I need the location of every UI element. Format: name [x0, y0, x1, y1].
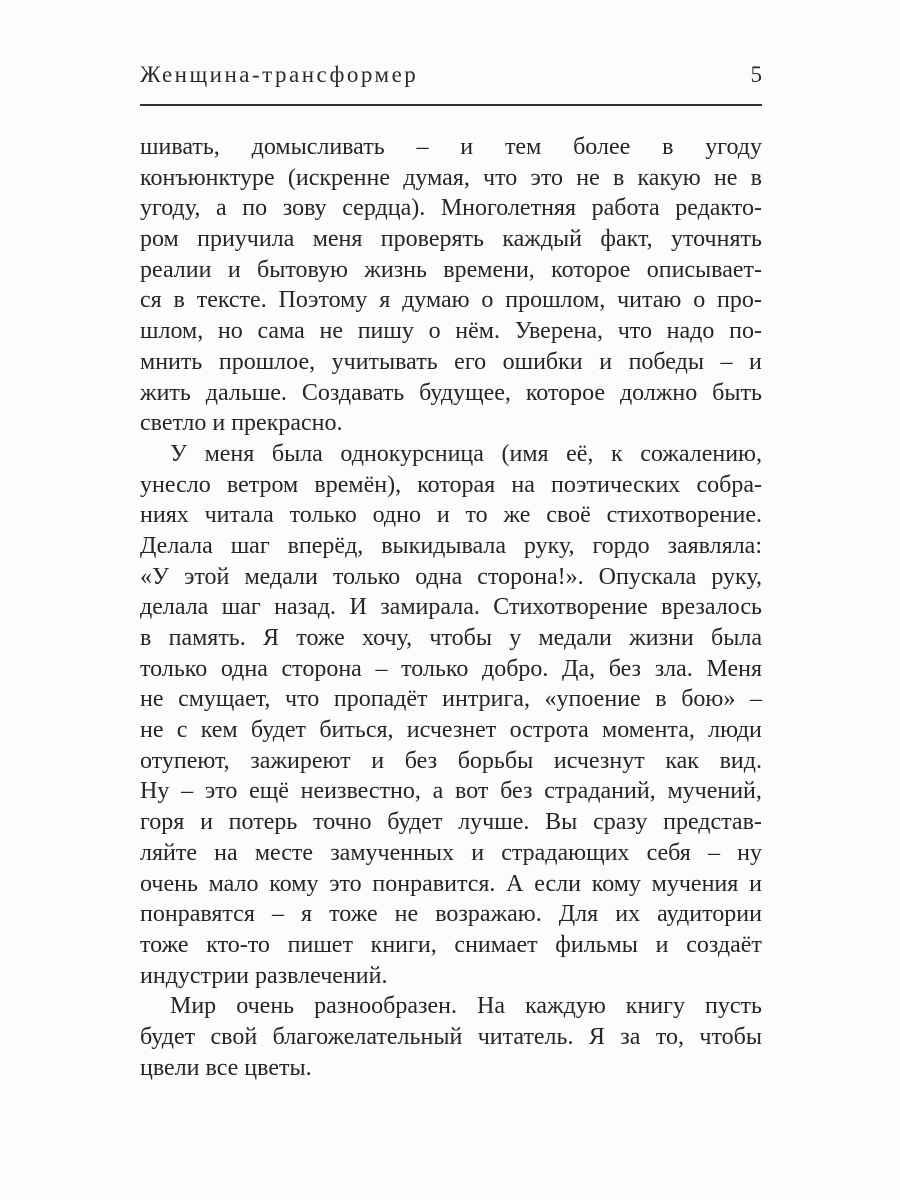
word: делала — [140, 594, 209, 621]
word: гордо — [592, 532, 650, 559]
word: к — [610, 440, 623, 467]
word: я — [379, 287, 391, 314]
word: Уверена, — [514, 318, 603, 345]
word: одна — [220, 655, 268, 682]
text-line — [140, 378, 762, 409]
word: читаю — [617, 287, 682, 314]
word: исчезнет — [406, 717, 497, 744]
word: (искренне — [287, 164, 390, 191]
word: в — [655, 686, 667, 713]
word: горя — [140, 809, 185, 836]
word: конъюнктуре — [140, 164, 275, 191]
text-line — [140, 224, 762, 255]
text-line — [140, 930, 762, 961]
word: по- — [729, 318, 762, 345]
word: биться, — [319, 717, 394, 744]
word: и — [200, 809, 213, 836]
word: неизвестно, — [300, 778, 421, 805]
word: кем — [200, 717, 238, 744]
word: стихотворение. — [606, 502, 762, 529]
word: времён), — [314, 471, 402, 498]
word: тоже — [296, 625, 345, 651]
word: месте — [254, 839, 314, 866]
word: о — [428, 318, 441, 345]
word: ветром — [226, 471, 299, 498]
word: у — [509, 625, 522, 651]
word: пишу — [357, 318, 414, 345]
text-line — [140, 132, 762, 163]
word: без — [500, 778, 533, 805]
text-line — [140, 623, 762, 654]
text-line — [140, 776, 762, 807]
word: врезалось — [661, 594, 762, 621]
word: Для — [558, 901, 599, 928]
word: домысливать — [251, 134, 385, 160]
word: в — [140, 625, 152, 651]
text-line — [140, 163, 762, 194]
book-page — [140, 0, 762, 1200]
word: интрига, — [442, 686, 530, 713]
word: будущее, — [419, 379, 511, 406]
word: а — [432, 778, 444, 805]
word: что — [617, 318, 652, 345]
word: вот — [455, 778, 489, 805]
text-line — [140, 500, 762, 531]
text-line — [140, 316, 762, 347]
word: Создавать — [301, 379, 405, 406]
word: победы — [628, 348, 704, 375]
word: сама — [257, 318, 305, 345]
word: и — [460, 134, 474, 160]
word: сторона — [281, 655, 362, 682]
word: вперёд, — [287, 532, 364, 559]
word: не — [394, 901, 419, 928]
word: чтобы — [699, 1023, 762, 1050]
word: память. — [168, 625, 246, 651]
body-text — [140, 132, 762, 1083]
word: выкидывала — [381, 532, 507, 559]
word: кому — [591, 870, 641, 897]
word: как — [665, 747, 699, 774]
word: пишет — [287, 931, 353, 958]
word: о — [481, 287, 494, 314]
word: с — [176, 717, 188, 744]
word: прошлое, — [218, 348, 316, 375]
word: то — [465, 502, 488, 529]
word: в — [173, 287, 185, 314]
word: читатель. — [477, 1023, 574, 1050]
text-line — [140, 684, 762, 715]
word: Делала — [140, 532, 213, 559]
word: которая — [417, 471, 496, 498]
word: вид. — [719, 747, 762, 774]
word: ещё — [249, 778, 289, 805]
text-line — [140, 807, 762, 838]
text-line — [140, 869, 762, 900]
word: тоже — [329, 901, 378, 928]
text-line — [140, 347, 762, 378]
word: этой — [184, 563, 230, 590]
word: Поэтому — [278, 287, 368, 314]
word: благожелательный — [272, 1023, 463, 1050]
word: сердца). — [342, 195, 426, 222]
word: тем — [504, 134, 542, 160]
text-line — [140, 592, 762, 623]
word: ляйте — [140, 839, 197, 866]
word: страданий, — [544, 778, 656, 805]
word: – — [271, 901, 284, 928]
word: её, — [566, 440, 594, 467]
word: Меня — [706, 655, 762, 682]
word: жизни — [629, 625, 694, 651]
word: их — [615, 901, 641, 928]
word: будет — [387, 809, 443, 836]
word: приучила — [197, 226, 295, 253]
word: тоже — [140, 931, 189, 958]
word: пусть — [705, 993, 762, 1020]
word: (имя — [501, 440, 549, 467]
word: шивать, — [140, 134, 220, 160]
running-title: Женщина-трансформер — [140, 62, 419, 87]
word: каждый — [502, 226, 583, 253]
word: быть — [712, 379, 762, 406]
word: тексте. — [196, 287, 267, 314]
word: замирала. — [380, 594, 480, 621]
word: одна — [415, 563, 463, 590]
word: возражаю. — [435, 901, 542, 928]
word: А — [506, 870, 524, 897]
word: руку, — [711, 563, 762, 590]
word: факт, — [600, 226, 653, 253]
word: меня — [312, 226, 363, 253]
word: руку, — [523, 532, 575, 559]
page-number: 5 — [750, 62, 762, 87]
word: какую — [637, 164, 701, 191]
word: собра- — [696, 471, 762, 498]
word: шлом, — [140, 318, 204, 345]
word: Я — [263, 625, 280, 651]
word: и — [227, 256, 241, 283]
word: отупеют, — [140, 747, 230, 774]
word: дальше. — [205, 379, 287, 406]
word: только — [140, 655, 208, 682]
word: не — [140, 717, 164, 744]
word: унесло — [140, 471, 211, 498]
word: «упоение — [544, 686, 641, 713]
word: уточнять — [670, 226, 762, 253]
word: на — [511, 471, 535, 498]
word: и — [749, 348, 762, 375]
word: Стихотворение — [493, 594, 648, 621]
word: понравятся — [140, 901, 255, 928]
word: мучения — [651, 870, 739, 897]
running-header — [140, 62, 762, 88]
text-line — [140, 838, 762, 869]
word: ну — [737, 839, 762, 866]
word: без — [608, 655, 642, 682]
word: которое — [525, 379, 606, 406]
text-line: светло и прекрасно. — [140, 410, 343, 437]
word: думая, — [403, 164, 470, 191]
header-rule — [140, 104, 762, 106]
text-line — [140, 899, 762, 930]
word: ром — [140, 226, 179, 253]
word: точно — [313, 809, 372, 836]
word: то, — [655, 1023, 684, 1050]
word: лучше. — [458, 809, 530, 836]
word: была — [711, 625, 762, 651]
word: Многолетняя — [440, 195, 576, 222]
word: представ- — [663, 809, 762, 836]
word: о — [693, 287, 706, 314]
word: а — [216, 195, 227, 222]
word: шаг — [221, 594, 261, 621]
word: только — [289, 502, 357, 529]
word: создаёт — [686, 931, 762, 958]
word: заявляла: — [667, 532, 762, 559]
word: Вы — [545, 809, 578, 836]
word: меня — [204, 440, 255, 467]
word: должно — [619, 379, 698, 406]
word: которое — [551, 256, 631, 283]
word: зову — [282, 195, 327, 222]
word: учитывать — [331, 348, 438, 375]
word: снимает — [454, 931, 538, 958]
word: У — [170, 440, 187, 467]
word: момента, — [602, 717, 695, 744]
word: Опускала — [598, 563, 697, 590]
word: очень — [236, 993, 295, 1020]
word: каждую — [525, 993, 606, 1020]
text-line — [140, 193, 762, 224]
word: проверять — [380, 226, 484, 253]
word: это — [530, 164, 563, 191]
word: медали — [538, 625, 612, 651]
text-line — [140, 715, 762, 746]
word: борьбы — [457, 747, 534, 774]
word: ниях — [140, 502, 189, 529]
word: – — [181, 778, 194, 805]
word: жить — [140, 379, 191, 406]
word: своё — [546, 502, 591, 529]
word: за — [620, 1023, 641, 1050]
word: мало — [208, 870, 259, 897]
text-line — [140, 562, 762, 593]
word: люди — [708, 717, 762, 744]
word: и — [436, 502, 450, 529]
word: хочу, — [362, 625, 413, 651]
word: замученных — [330, 839, 455, 866]
word: кому — [269, 870, 319, 897]
word: мучений, — [667, 778, 762, 805]
word: но — [217, 318, 243, 345]
word: – — [720, 348, 733, 375]
text-line: цвели все цветы. — [140, 1054, 312, 1081]
text-line: индустрии развлечений. — [140, 962, 388, 989]
word: и — [471, 839, 485, 866]
word: книги, — [370, 931, 437, 958]
word: что — [285, 686, 320, 713]
text-line — [140, 746, 762, 777]
word: – — [375, 655, 388, 682]
word: не — [140, 686, 164, 713]
word: думаю — [402, 287, 470, 314]
word: если — [534, 870, 581, 897]
text-line — [140, 531, 762, 562]
text-line — [140, 470, 762, 501]
text-line — [140, 255, 762, 286]
word: и — [749, 870, 762, 897]
word: пропадёт — [333, 686, 428, 713]
word: только — [332, 563, 401, 590]
text-line — [140, 1022, 762, 1053]
word: и — [371, 747, 385, 774]
word: времени, — [443, 256, 535, 283]
word: острота — [509, 717, 589, 744]
word: исчезнут — [553, 747, 645, 774]
word: что — [483, 164, 518, 191]
word: реалии — [140, 256, 212, 283]
word: в — [750, 164, 762, 191]
word: бытовую — [256, 256, 348, 283]
word: страдающих — [501, 839, 630, 866]
word: не — [713, 164, 738, 191]
word: же — [503, 502, 531, 529]
word: на — [214, 839, 238, 866]
word: – — [416, 134, 429, 160]
text-line — [140, 654, 762, 685]
word: «У — [140, 563, 169, 590]
word: только — [401, 655, 469, 682]
word: медали — [244, 563, 318, 590]
text-line — [140, 285, 762, 316]
word: чтобы — [429, 625, 492, 651]
word: это — [204, 778, 238, 805]
word: бою» — [681, 686, 736, 713]
word: шаг — [230, 532, 270, 559]
word: аудитории — [657, 901, 762, 928]
word: фильмы — [555, 931, 638, 958]
word: добро. — [481, 655, 549, 682]
word: редакто- — [675, 195, 762, 222]
word: нём. — [455, 318, 500, 345]
word: разнообразен. — [314, 993, 457, 1020]
word: очень — [140, 870, 198, 897]
word: На — [477, 993, 506, 1020]
word: не — [319, 318, 343, 345]
word: себя — [646, 839, 691, 866]
word: И — [349, 594, 367, 621]
word: зажиреют — [250, 747, 351, 774]
word: Я — [588, 1023, 605, 1050]
word: не — [576, 164, 600, 191]
word: в — [612, 164, 625, 191]
word: сразу — [593, 809, 648, 836]
word: смущает, — [178, 686, 271, 713]
word: и — [599, 348, 613, 375]
word: понравится. — [372, 870, 496, 897]
word: мнить — [140, 348, 203, 375]
word: Да, — [562, 655, 596, 682]
word: была — [271, 440, 323, 467]
word: жизнь — [364, 256, 427, 283]
word: Ну — [140, 778, 170, 805]
word: будет — [140, 1023, 196, 1050]
word: прошлом, — [505, 287, 606, 314]
word: его — [454, 348, 487, 375]
word: читала — [204, 502, 274, 529]
word: я — [301, 901, 313, 928]
word: более — [573, 134, 631, 160]
text-line — [140, 439, 762, 470]
word: сторона!». — [477, 563, 584, 590]
word: – — [707, 839, 720, 866]
word: будет — [250, 717, 307, 744]
word: однокурсница — [340, 440, 484, 467]
word: назад. — [274, 594, 337, 621]
word: угоду, — [140, 195, 201, 222]
text-line — [140, 991, 762, 1022]
word: поэтических — [551, 471, 681, 498]
word: работа — [591, 195, 660, 222]
word: Мир — [170, 993, 217, 1020]
word: кто-то — [206, 931, 270, 958]
word: ошибки — [502, 348, 583, 375]
word: описывает- — [646, 256, 762, 283]
word: надо — [666, 318, 715, 345]
word: книгу — [625, 993, 685, 1020]
word: свой — [210, 1023, 258, 1050]
word: сожалению, — [640, 440, 762, 467]
word: зла. — [654, 655, 693, 682]
word: по — [242, 195, 268, 222]
word: про- — [717, 287, 762, 314]
word: одно — [372, 502, 421, 529]
word: и — [655, 931, 669, 958]
word: потерь — [228, 809, 298, 836]
word: это — [329, 870, 362, 897]
word: без — [404, 747, 438, 774]
word: ся — [140, 287, 162, 314]
word: угоду — [705, 134, 762, 160]
word: в — [662, 134, 674, 160]
word: – — [749, 686, 762, 713]
